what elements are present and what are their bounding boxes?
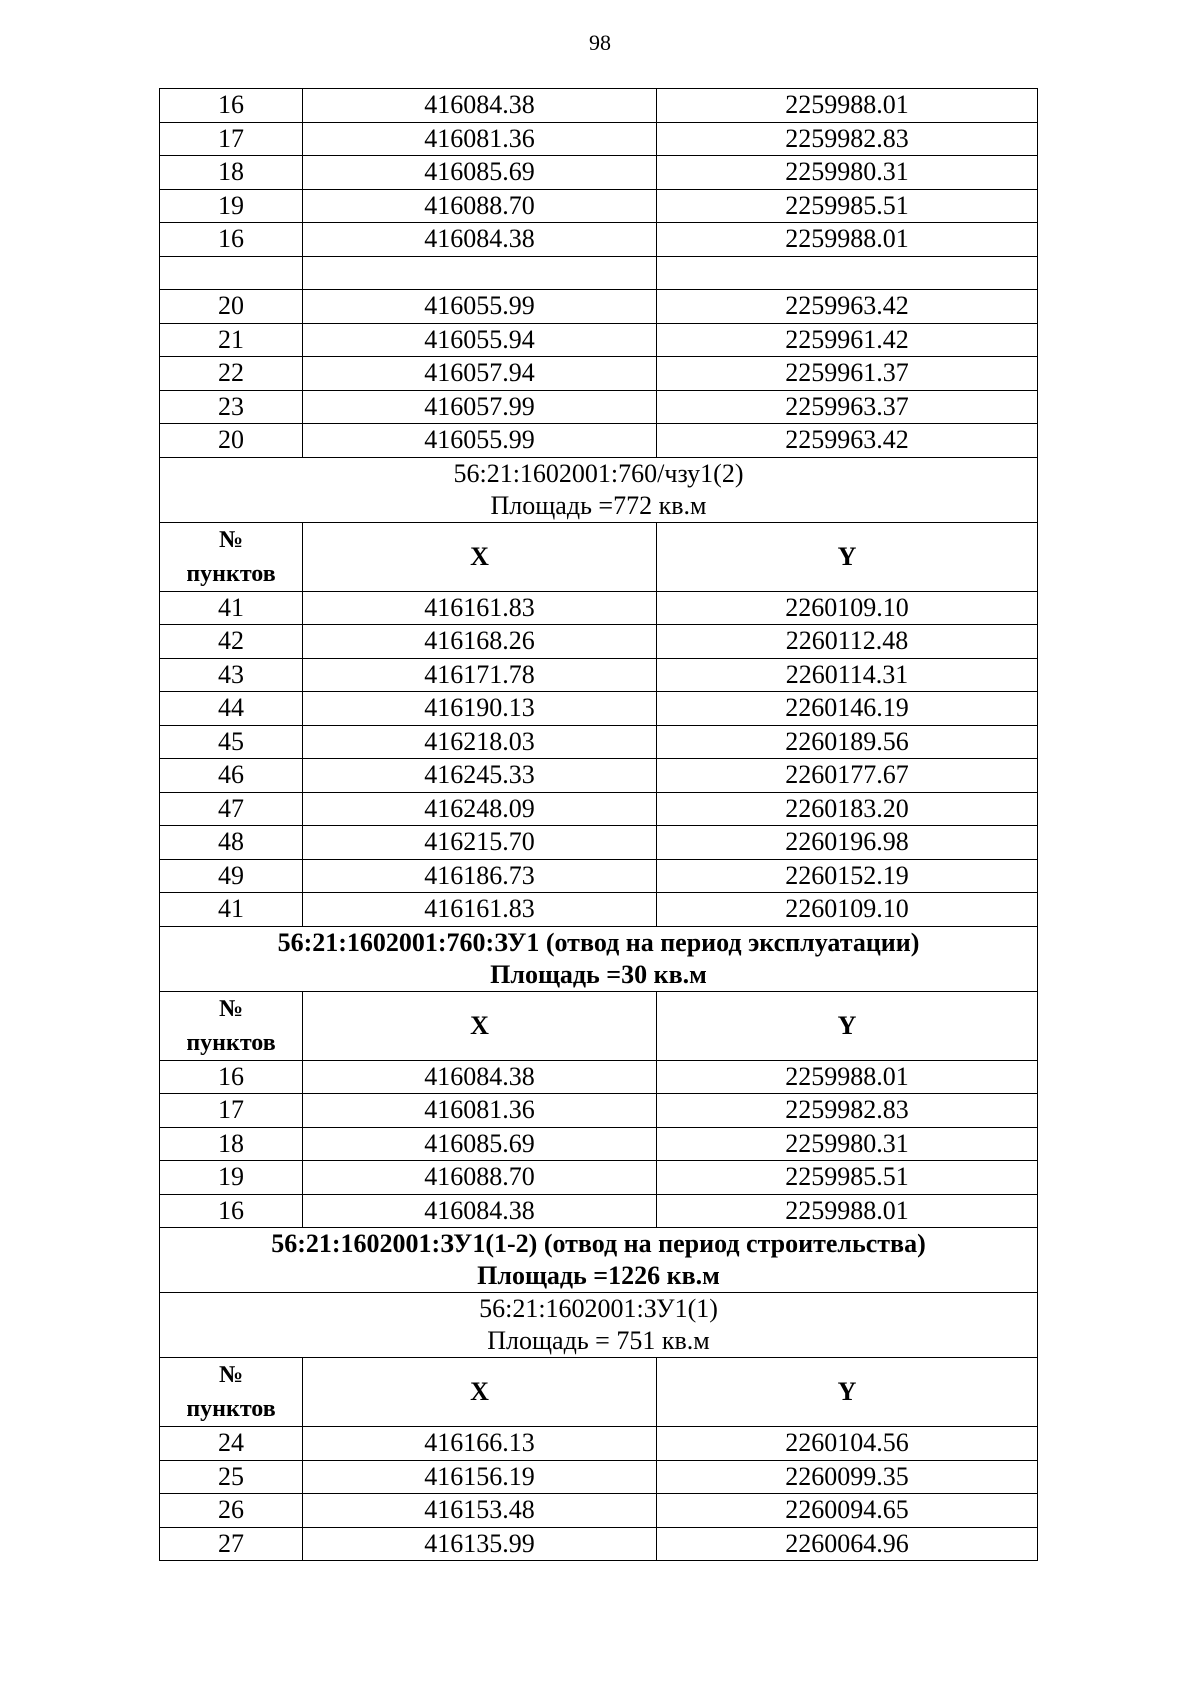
y-coordinate-cell: 2259985.51 [657,1161,1038,1195]
point-number-cell: 26 [160,1494,303,1528]
y-coordinate-cell: 2259963.37 [657,390,1038,424]
empty-cell [160,256,303,290]
y-coordinate-cell: 2259963.42 [657,424,1038,458]
y-coordinate-cell: 2260112.48 [657,625,1038,659]
table-row [160,156,1038,190]
section-heading-row [160,926,1038,991]
x-coordinate-cell: 416135.99 [303,1527,657,1561]
empty-cell [303,256,657,290]
point-number-cell: 16 [160,223,303,257]
y-coordinate-cell: 2259980.31 [657,1127,1038,1161]
y-coordinate-cell: 2260064.96 [657,1527,1038,1561]
section-area: Площадь = 751 кв.м [487,1326,710,1355]
table-row [160,893,1038,927]
point-number-cell: 16 [160,89,303,123]
x-coordinate-cell: 416186.73 [303,859,657,893]
x-coordinate-cell: 416248.09 [303,792,657,826]
point-number-cell: 46 [160,759,303,793]
y-coordinate-cell: 2260099.35 [657,1460,1038,1494]
table-row [160,658,1038,692]
y-coordinate-cell: 2259988.01 [657,223,1038,257]
y-coordinate-cell: 2260196.98 [657,826,1038,860]
table-row [160,759,1038,793]
section-heading-row [160,1228,1038,1293]
point-number-cell: 24 [160,1427,303,1461]
column-header-number [160,1358,303,1427]
point-number-cell: 44 [160,692,303,726]
point-number-cell: 18 [160,156,303,190]
table-row [160,390,1038,424]
table-row [160,591,1038,625]
point-number-cell: 21 [160,323,303,357]
number-label: пунктов [186,1029,276,1056]
table-row [160,792,1038,826]
section-title: 56:21:1602001:760:ЗУ1 (отвод на период эксплуатации) [277,927,920,957]
column-header-x: X [303,991,657,1060]
column-header-y: Y [657,1358,1038,1427]
empty-row [160,256,1038,290]
point-number-cell: 20 [160,290,303,324]
coordinates-table [159,88,1038,1561]
point-number-cell: 47 [160,792,303,826]
table-row [160,1194,1038,1228]
table-row [160,1060,1038,1094]
point-number-cell: 22 [160,357,303,391]
x-coordinate-cell: 416088.70 [303,189,657,223]
x-coordinate-cell: 416153.48 [303,1494,657,1528]
point-number-cell: 48 [160,826,303,860]
y-coordinate-cell: 2259988.01 [657,1194,1038,1228]
column-header-row [160,522,1038,591]
point-number-cell: 41 [160,893,303,927]
section-area: Площадь =30 кв.м [490,959,707,989]
table-row [160,1494,1038,1528]
x-coordinate-cell: 416085.69 [303,156,657,190]
y-coordinate-cell: 2260152.19 [657,859,1038,893]
number-label: пунктов [186,1396,276,1422]
y-coordinate-cell: 2260109.10 [657,591,1038,625]
column-header-row [160,1358,1038,1427]
point-number-cell: 17 [160,122,303,156]
number-sign: № [218,995,244,1022]
point-number-cell: 45 [160,725,303,759]
point-number-cell: 25 [160,1460,303,1494]
section-heading [160,1293,1038,1358]
y-coordinate-cell: 2259988.01 [657,1060,1038,1094]
page-number: 98 [589,30,611,55]
x-coordinate-cell: 416084.38 [303,1060,657,1094]
y-coordinate-cell: 2259961.37 [657,357,1038,391]
empty-cell [657,256,1038,290]
x-coordinate-cell: 416168.26 [303,625,657,659]
section-heading [160,926,1038,991]
y-coordinate-cell: 2259980.31 [657,156,1038,190]
table-row [160,1127,1038,1161]
point-number-cell: 19 [160,1161,303,1195]
column-header-x: X [303,522,657,591]
point-number-cell: 16 [160,1060,303,1094]
y-coordinate-cell: 2259985.51 [657,189,1038,223]
column-header-x: X [303,1358,657,1427]
y-coordinate-cell: 2260146.19 [657,692,1038,726]
x-coordinate-cell: 416055.99 [303,424,657,458]
x-coordinate-cell: 416084.38 [303,89,657,123]
y-coordinate-cell: 2260183.20 [657,792,1038,826]
table-row [160,189,1038,223]
point-number-cell: 41 [160,591,303,625]
point-number-cell: 27 [160,1527,303,1561]
x-coordinate-cell: 416161.83 [303,893,657,927]
table-row [160,859,1038,893]
table-row [160,692,1038,726]
x-coordinate-cell: 416055.94 [303,323,657,357]
y-coordinate-cell: 2260114.31 [657,658,1038,692]
x-coordinate-cell: 416171.78 [303,658,657,692]
section-title: 56:21:1602001:ЗУ1(1) [479,1294,718,1323]
y-coordinate-cell: 2259988.01 [657,89,1038,123]
point-number-cell: 16 [160,1194,303,1228]
point-number-cell: 49 [160,859,303,893]
point-number-cell: 20 [160,424,303,458]
x-coordinate-cell: 416085.69 [303,1127,657,1161]
table-row [160,223,1038,257]
y-coordinate-cell: 2259961.42 [657,323,1038,357]
x-coordinate-cell: 416084.38 [303,223,657,257]
table-row [160,290,1038,324]
section-heading-row [160,457,1038,522]
table-row [160,323,1038,357]
table-row [160,1427,1038,1461]
column-header-y: Y [657,991,1038,1060]
y-coordinate-cell: 2260177.67 [657,759,1038,793]
x-coordinate-cell: 416084.38 [303,1194,657,1228]
point-number-cell: 43 [160,658,303,692]
x-coordinate-cell: 416218.03 [303,725,657,759]
point-number-cell: 18 [160,1127,303,1161]
section-heading [160,457,1038,522]
x-coordinate-cell: 416081.36 [303,1094,657,1128]
y-coordinate-cell: 2259982.83 [657,1094,1038,1128]
table-row [160,1527,1038,1561]
y-coordinate-cell: 2260109.10 [657,893,1038,927]
x-coordinate-cell: 416057.99 [303,390,657,424]
number-label: пунктов [186,560,276,587]
x-coordinate-cell: 416057.94 [303,357,657,391]
number-sign: № [218,526,244,553]
section-title: 56:21:1602001:760/чзу1(2) [453,458,744,488]
x-coordinate-cell: 416081.36 [303,122,657,156]
table-row [160,89,1038,123]
x-coordinate-cell: 416055.99 [303,290,657,324]
y-coordinate-cell: 2259963.42 [657,290,1038,324]
table-row [160,625,1038,659]
column-header-row [160,991,1038,1060]
table-row [160,725,1038,759]
column-header-number [160,522,303,591]
table-row [160,122,1038,156]
table-row [160,1094,1038,1128]
x-coordinate-cell: 416190.13 [303,692,657,726]
table-row [160,424,1038,458]
x-coordinate-cell: 416156.19 [303,1460,657,1494]
number-sign: № [218,1362,244,1388]
section-area: Площадь =772 кв.м [490,490,707,520]
y-coordinate-cell: 2260104.56 [657,1427,1038,1461]
x-coordinate-cell: 416215.70 [303,826,657,860]
x-coordinate-cell: 416161.83 [303,591,657,625]
point-number-cell: 19 [160,189,303,223]
y-coordinate-cell: 2260094.65 [657,1494,1038,1528]
section-heading-row [160,1293,1038,1358]
section-title: 56:21:1602001:ЗУ1(1-2) (отвод на период строительства) [271,1229,926,1258]
x-coordinate-cell: 416166.13 [303,1427,657,1461]
point-number-cell: 23 [160,390,303,424]
point-number-cell: 42 [160,625,303,659]
x-coordinate-cell: 416245.33 [303,759,657,793]
y-coordinate-cell: 2260189.56 [657,725,1038,759]
section-area: Площадь =1226 кв.м [477,1261,720,1290]
table-row [160,1161,1038,1195]
point-number-cell: 17 [160,1094,303,1128]
table-row [160,357,1038,391]
column-header-number [160,991,303,1060]
table-row [160,826,1038,860]
section-heading [160,1228,1038,1293]
table-row [160,1460,1038,1494]
column-header-y: Y [657,522,1038,591]
y-coordinate-cell: 2259982.83 [657,122,1038,156]
x-coordinate-cell: 416088.70 [303,1161,657,1195]
